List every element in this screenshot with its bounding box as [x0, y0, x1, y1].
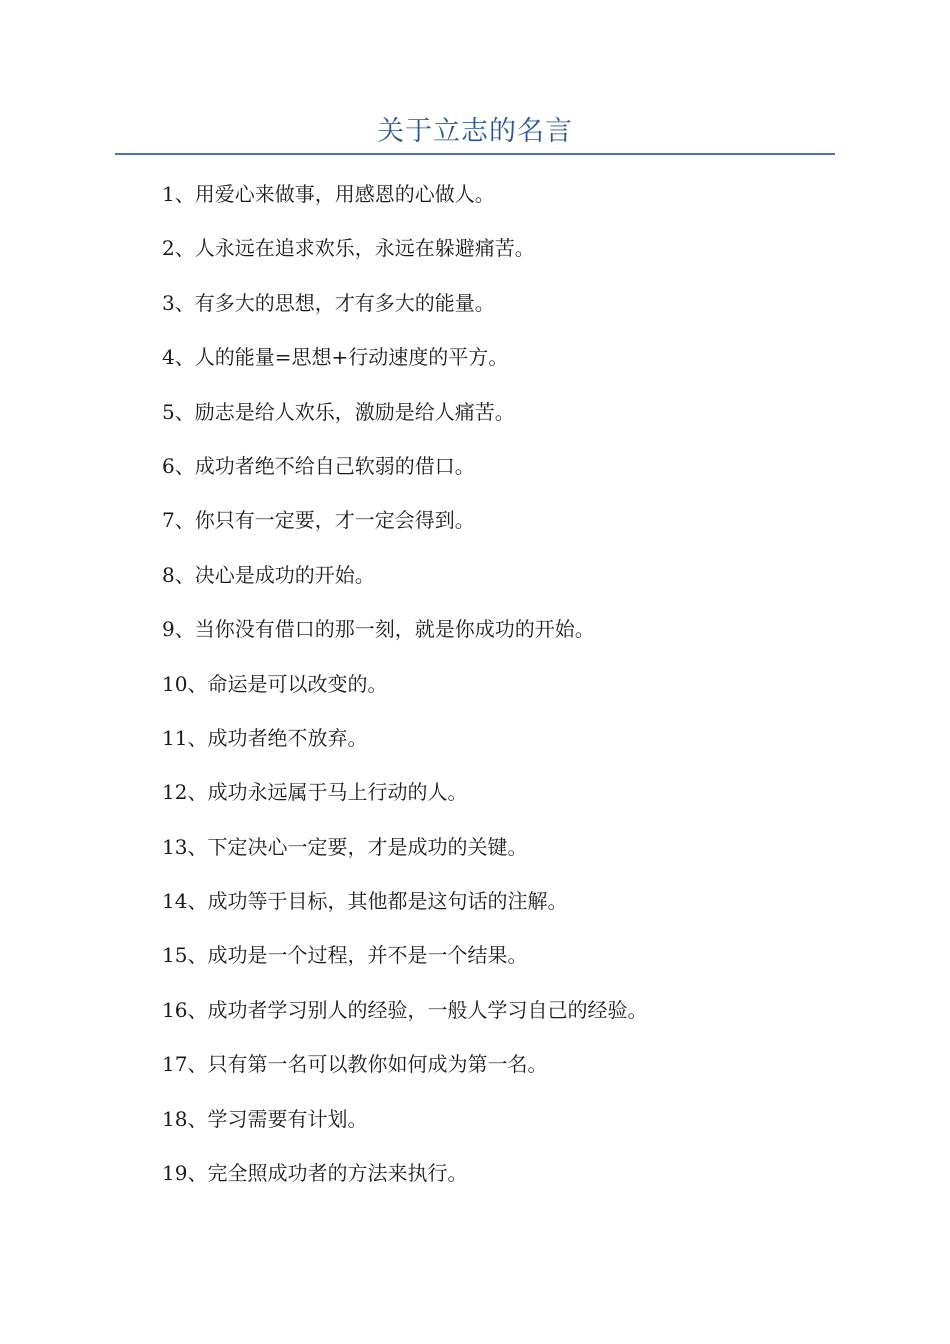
quote-item: 17、只有第一名可以教你如何成为第一名。: [162, 1052, 548, 1077]
quote-item: 16、成功者学习别人的经验，一般人学习自己的经验。: [162, 997, 648, 1022]
quote-item: 10、命运是可以改变的。: [162, 671, 388, 696]
quote-item: 5、励志是给人欢乐，激励是给人痛苦。: [162, 399, 515, 424]
quote-item: 19、完全照成功者的方法来执行。: [162, 1161, 468, 1186]
quote-item: 12、成功永远属于马上行动的人。: [162, 780, 468, 805]
quote-item: 1、用爱心来做事，用感恩的心做人。: [162, 182, 495, 206]
quote-item: 14、成功等于目标，其他都是这句话的注解。: [162, 889, 568, 914]
title-underline: [115, 153, 835, 155]
quote-item: 4、人的能量=思想+行动速度的平方。: [162, 345, 509, 370]
quote-item: 18、学习需要有计划。: [162, 1106, 368, 1131]
quote-item: 9、当你没有借口的那一刻，就是你成功的开始。: [162, 617, 595, 642]
quote-list: [162, 176, 647, 1209]
quote-item: 11、成功者绝不放弃。: [162, 725, 368, 750]
quote-item: 13、下定决心一定要，才是成功的关键。: [162, 834, 528, 859]
document-title: 关于立志的名言: [377, 116, 573, 147]
quote-item: 15、成功是一个过程，并不是一个结果。: [162, 943, 528, 968]
quote-item: 6、成功者绝不给自己软弱的借口。: [162, 453, 475, 478]
quote-item: 7、你只有一定要，才一定会得到。: [162, 508, 475, 533]
quote-item: 2、人永远在追求欢乐，永远在躲避痛苦。: [162, 236, 535, 261]
quote-item: 8、决心是成功的开始。: [162, 562, 375, 587]
quote-item: 3、有多大的思想，才有多大的能量。: [162, 290, 495, 315]
